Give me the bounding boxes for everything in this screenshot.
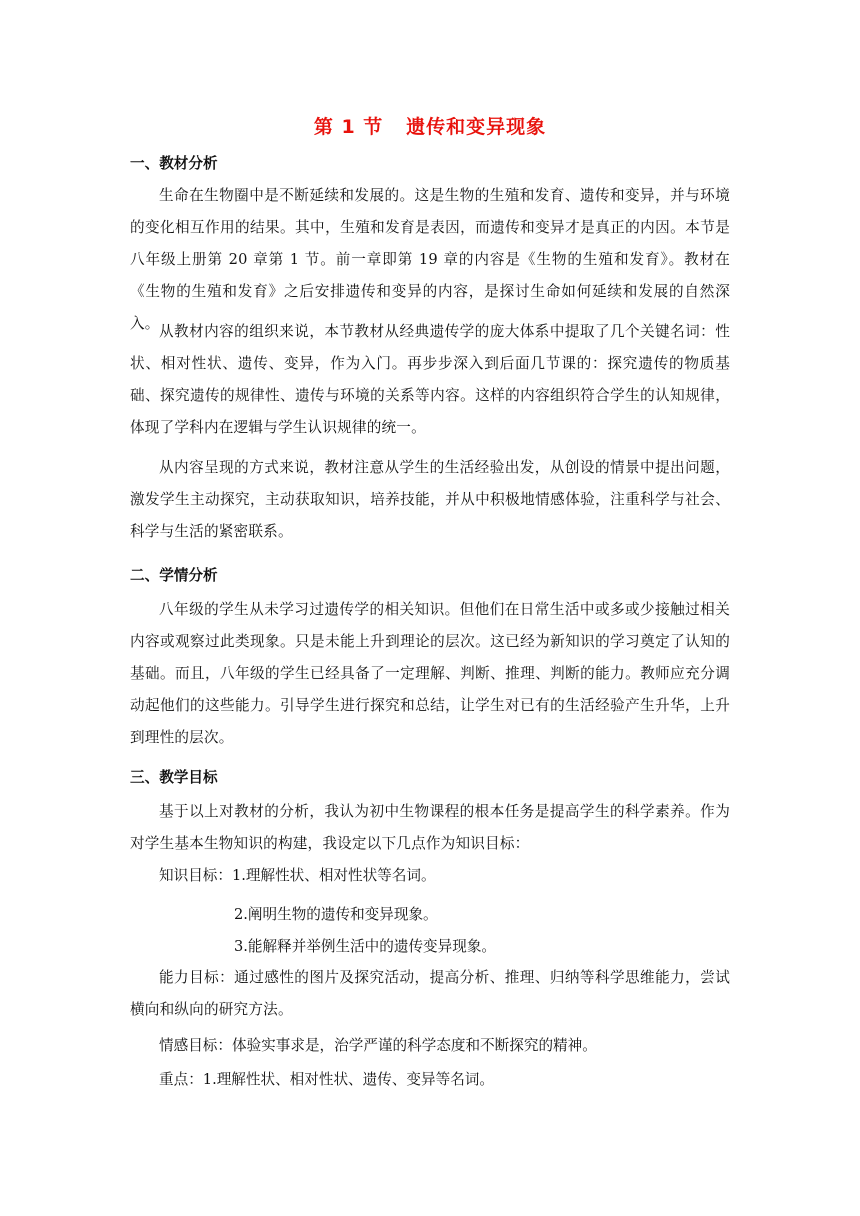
emotion-goal: 情感目标：体验实事求是，治学严谨的科学态度和不断探究的精神。 xyxy=(159,1037,597,1054)
paragraph-textbook-analysis-3: 从内容呈现的方式来说，教材注意从学生的生活经验出发，从创设的情景中提出问题，激发学生主动探究，主动获取知识，培养技能，并从中积极地情感体验，注重科学与社会、科学与生活的紧密联系。 xyxy=(130,459,730,540)
paragraph-student-analysis: 八年级的学生从未学习过遗传学的相关知识。但他们在日常生活中或多或少接触过相关内容或观察过此类现象。只是未能上升到理论的层次。这已经为新知识的学习奠定了认知的基础。而且，八年级的学生已经具备了一定理解、判断、推理、判断的能力。教师应充分调动起他们的这些能力。引导学生进行探究和总结，让学生对已有的生活经验产生升华，上升到理性的层次。 xyxy=(130,601,730,746)
knowledge-goal-1: 知识目标：1.理解性状、相对性状等名词。 xyxy=(159,867,436,884)
document-title: 第 1 节 遗传和变异现象 xyxy=(313,116,547,138)
knowledge-goal-3: 3.能解释并举例生活中的遗传变异现象。 xyxy=(234,938,497,955)
section-heading-teaching-goals: 三、教学目标 xyxy=(130,769,218,786)
paragraph-teaching-goals-intro: 基于以上对教材的分析，我认为初中生物课程的根本任务是提高学生的科学素养。作为对学生基本生物知识的构建，我设定以下几点作为知识目标： xyxy=(130,803,730,852)
key-point: 重点：1.理解性状、相对性状、遗传、变异等名词。 xyxy=(159,1071,494,1088)
paragraph-textbook-analysis-2: 从教材内容的组织来说，本节教材从经典遗传学的庞大体系中提取了几个关键名词：性状、相对性状、遗传、变异，作为入门。再步步深入到后面几节课的：探究遗传的物质基础、探究遗传的规律性、遗传与环境的关系等内容。这样的内容组织符合学生的认知规律，体现了学科内在逻辑与学生认识规律的统一。 xyxy=(130,323,730,436)
paragraph-textbook-analysis-1: 生命在生物圈中是不断延续和发展的。这是生物的生殖和发育、遗传和变异，并与环境的变化相互作用的结果。其中，生殖和发育是表因，而遗传和变异才是真正的内因。本节是八年级上册第 20 章第 1 节。前一章即第 19 章的内容是《生物的生殖和发育》。教材在《生物的生殖和发育》之后安排遗传和变异的内容，是探讨生命如何延续和发展的自然深入。 xyxy=(130,187,730,332)
knowledge-goal-2: 2.阐明生物的遗传和变异现象。 xyxy=(234,906,438,923)
ability-goal: 能力目标：通过感性的图片及探究活动，提高分析、推理、归纳等科学思维能力，尝试横向和纵向的研究方法。 xyxy=(130,969,730,1018)
section-heading-textbook-analysis: 一、教材分析 xyxy=(130,155,218,172)
section-heading-student-analysis: 二、学情分析 xyxy=(130,567,218,584)
